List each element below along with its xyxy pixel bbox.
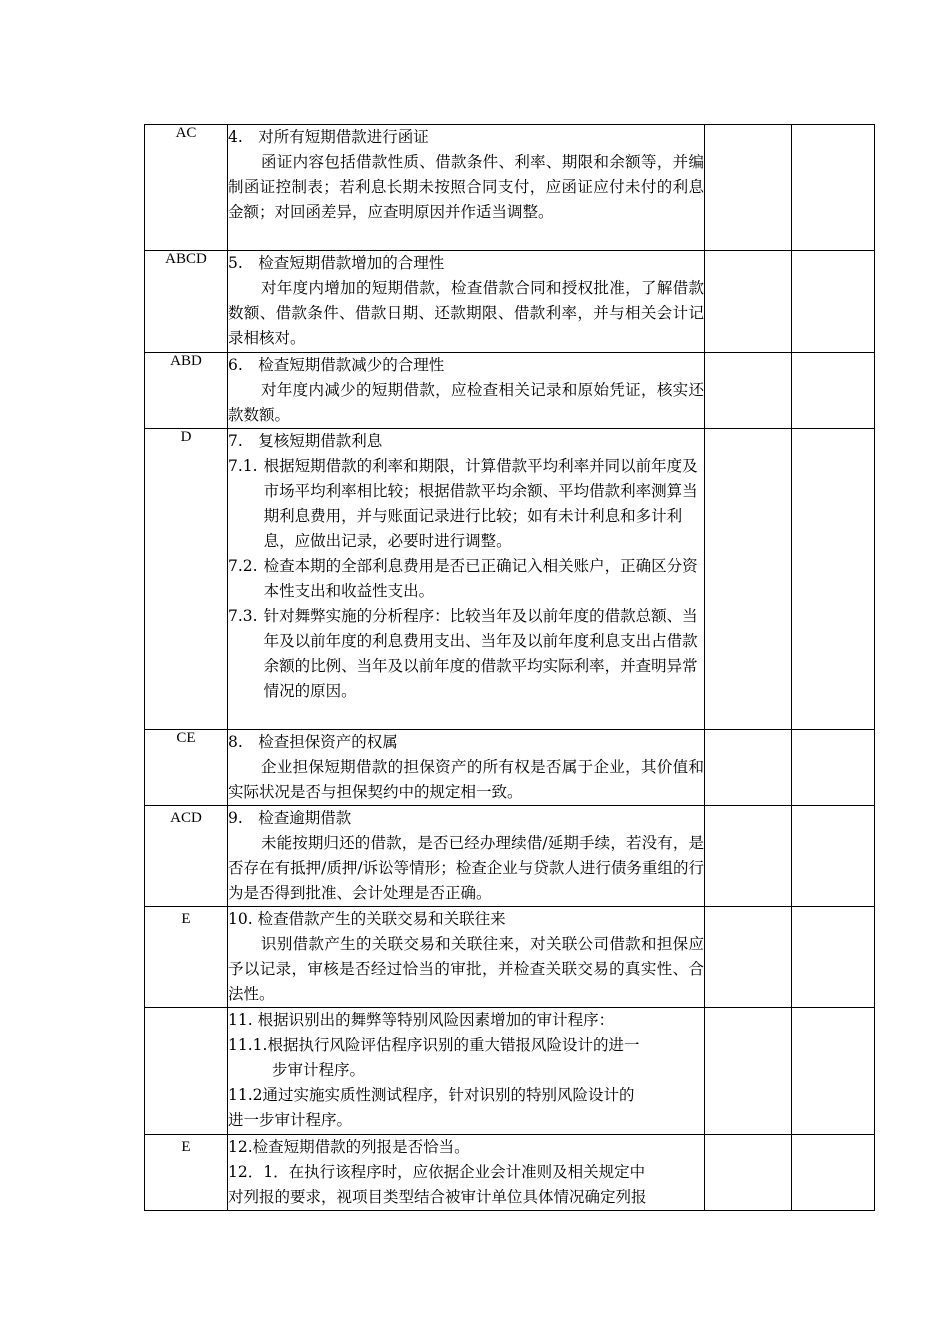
sub-procedure-text: 针对舞弊实施的分析程序：比较当年及以前年度的借款总额、当年及以前年度的利息费用支出、当年及以前年度利息支出占借款余额的比例、当年及以前年度的借款平均实际利率，并查明异常情况的原因。: [263, 607, 698, 700]
executor-cell: [792, 907, 875, 1008]
sub-procedure-number: 7.3.: [228, 607, 258, 625]
procedure-cell: [228, 730, 705, 806]
workpaper-ref-cell: [705, 1135, 792, 1211]
assertion-code: [145, 1008, 228, 1135]
assertion-code: ACD: [145, 806, 228, 907]
procedure-cell: [228, 353, 705, 429]
assertion-code: AC: [145, 125, 228, 251]
procedure-cell: [228, 125, 705, 251]
executor-cell: [792, 353, 875, 429]
table-row: [145, 353, 875, 429]
table-row: [145, 907, 875, 1008]
assertion-code: ABD: [145, 353, 228, 429]
table-row: [145, 730, 875, 806]
sub-procedure-number: 7.2.: [228, 557, 258, 575]
workpaper-ref-cell: [705, 806, 792, 907]
sub-procedure-line: 对列报的要求，视项目类型结合被审计单位具体情况确定列报: [228, 1188, 647, 1206]
procedure-title: 9. 检查逾期借款: [228, 809, 352, 827]
procedure-body: 企业担保短期借款的担保资产的所有权是否属于企业，其价值和实际状况是否与担保契约中的规定相一致。: [228, 758, 704, 801]
workpaper-ref-cell: [705, 353, 792, 429]
sub-procedure: [228, 554, 704, 604]
sub-procedure: [228, 454, 704, 554]
procedure-title: 7. 复核短期借款利息: [228, 432, 383, 450]
sub-procedure-text: 根据短期借款的利率和期限，计算借款平均利率并同以前年度及市场平均利率相比较；根据借款平均余额、平均借款利率测算当期利息费用，并与账面记录进行比较；如有未计利息和多计利息，应做出记录，必要时进行调整。: [263, 457, 698, 550]
table-row: [145, 1008, 875, 1135]
procedure-cell: [228, 1008, 705, 1135]
procedure-title: 10. 检查借款产生的关联交易和关联往来: [228, 910, 506, 928]
audit-procedure-page: [144, 124, 874, 1211]
audit-procedure-table: [144, 124, 875, 1211]
table-row: [145, 1135, 875, 1211]
workpaper-ref-cell: [705, 907, 792, 1008]
sub-procedure-number: 7.1.: [228, 457, 258, 475]
sub-procedure-line: 12．1．在执行该程序时，应依据企业会计准则及相关规定中: [228, 1163, 646, 1181]
procedure-title: 12.检查短期借款的列报是否恰当。: [228, 1138, 470, 1156]
sub-procedure-line: 步审计程序。: [272, 1061, 366, 1079]
sub-procedure: [228, 604, 704, 704]
assertion-code: D: [145, 429, 228, 730]
procedure-title: 11. 根据识别出的舞弊等特别风险因素增加的审计程序：: [228, 1011, 615, 1029]
table-row: [145, 806, 875, 907]
table-row: [145, 125, 875, 251]
procedure-body: 函证内容包括借款性质、借款条件、利率、期限和余额等，并编制函证控制表；若利息长期未按照合同支付，应函证应付未付的利息金额；对回函差异，应查明原因并作适当调整。: [228, 153, 704, 221]
procedure-body: 对年度内减少的短期借款，应检查相关记录和原始凭证，核实还款数额。: [228, 381, 704, 424]
workpaper-ref-cell: [705, 730, 792, 806]
sub-procedure-text: 检查本期的全部利息费用是否已正确记入相关账户，正确区分资本性支出和收益性支出。: [263, 557, 698, 600]
procedure-title: 8. 检查担保资产的权属: [228, 733, 398, 751]
workpaper-ref-cell: [705, 251, 792, 353]
procedure-cell: [228, 907, 705, 1008]
sub-procedure-line: 11.1.根据执行风险评估程序识别的重大错报风险设计的进一: [228, 1036, 640, 1054]
executor-cell: [792, 730, 875, 806]
procedure-body: 识别借款产生的关联交易和关联往来，对关联公司借款和担保应予以记录，审核是否经过恰当的审批，并检查关联交易的真实性、合法性。: [228, 935, 704, 1003]
executor-cell: [792, 806, 875, 907]
procedure-cell: [228, 1135, 705, 1211]
workpaper-ref-cell: [705, 125, 792, 251]
executor-cell: [792, 251, 875, 353]
procedure-title: 5. 检查短期借款增加的合理性: [228, 254, 445, 272]
sub-procedure-line: 进一步审计程序。: [228, 1111, 353, 1129]
table-row: [145, 429, 875, 730]
procedure-cell: [228, 806, 705, 907]
assertion-code: E: [145, 1135, 228, 1211]
executor-cell: [792, 429, 875, 730]
workpaper-ref-cell: [705, 429, 792, 730]
procedure-body: 未能按期归还的借款，是否已经办理续借/延期手续，若没有，是否存在有抵押/质押/诉讼等情形；检查企业与贷款人进行债务重组的行为是否得到批准、会计处理是否正确。: [228, 834, 704, 902]
procedure-body: 对年度内增加的短期借款，检查借款合同和授权批准，了解借款数额、借款条件、借款日期、还款期限、借款利率，并与相关会计记录相核对。: [228, 279, 704, 347]
table-row: [145, 251, 875, 353]
procedure-cell: [228, 429, 705, 730]
assertion-code: ABCD: [145, 251, 228, 353]
assertion-code: E: [145, 907, 228, 1008]
procedure-title: 6. 检查短期借款减少的合理性: [228, 356, 445, 374]
procedure-cell: [228, 251, 705, 353]
assertion-code: CE: [145, 730, 228, 806]
executor-cell: [792, 125, 875, 251]
executor-cell: [792, 1135, 875, 1211]
procedure-title: 4. 对所有短期借款进行函证: [228, 128, 429, 146]
executor-cell: [792, 1008, 875, 1135]
workpaper-ref-cell: [705, 1008, 792, 1135]
sub-procedure-line: 11.2通过实施实质性测试程序，针对识别的特别风险设计的: [228, 1086, 635, 1104]
